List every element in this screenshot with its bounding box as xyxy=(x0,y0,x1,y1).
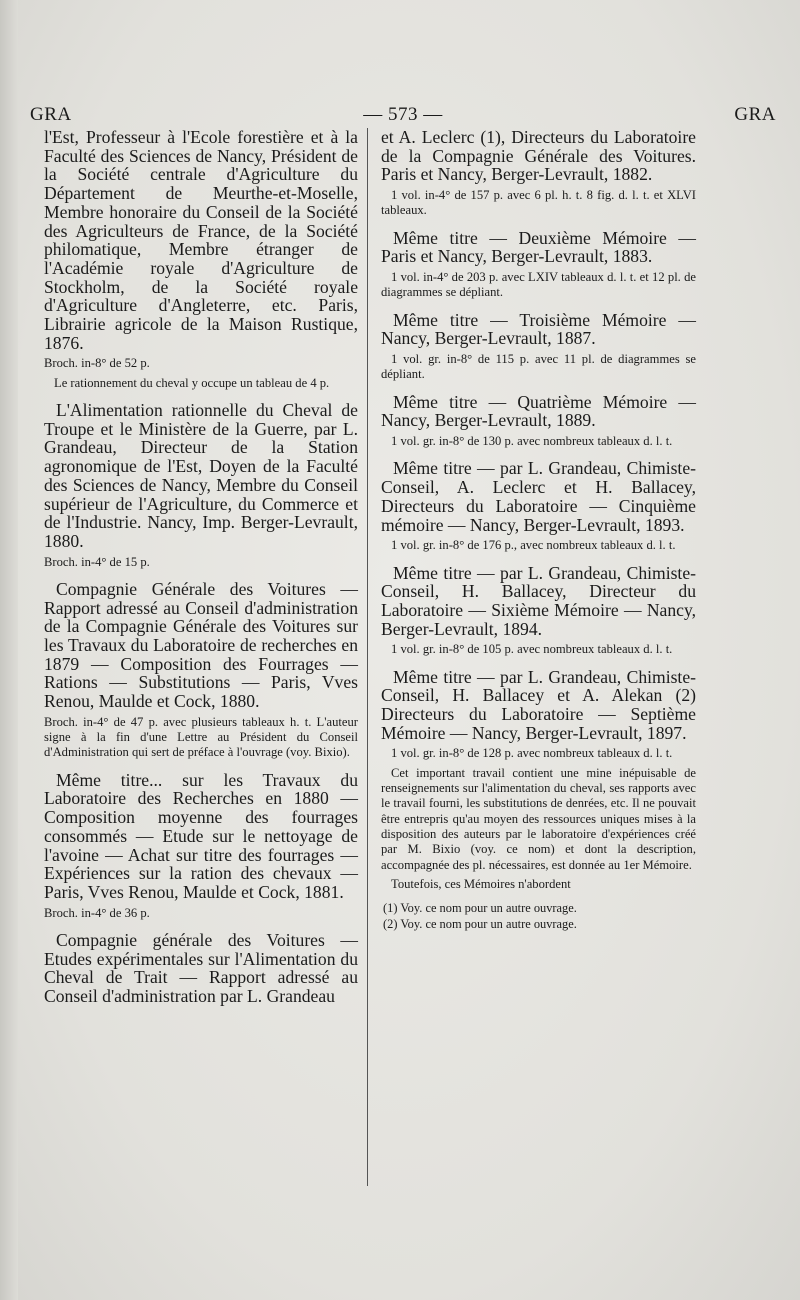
entry-note: 1 vol. gr. in-8° de 115 p. avec 11 pl. de diagrammes se dépliant. xyxy=(381,352,696,382)
entry-paragraph: Même titre... sur les Travaux du Laboratoire des Recherches en 1880 — Composition moyenne des fourrages consommés — Etude sur le nettoyage de l'avoine — Achat sur titre des fourrages — Expériences sur la ration des chevaux — Paris, Vves Renou, Maulde et Cock, 1881. xyxy=(44,769,358,902)
entry-paragraph: l'Est, Professeur à l'Ecole forestière et à la Faculté des Sciences de Nancy, Président de la Société centrale d'Agriculture du Département de Meurthe-et-Moselle, Membre honoraire du Conseil de la Société des Agriculteurs de France, de la Société philomatique, Membre étranger de l'Académie royale d'Agriculture de Stockholm, de la Société royale d'Agriculture d'Angleterre, etc. Paris, Librairie agricole de la Maison Rustique, 1876. xyxy=(44,127,358,353)
page-binding-edge xyxy=(0,0,18,1300)
entry-note: 1 vol. in-4° de 157 p. avec 6 pl. h. t. 8 fig. d. l. t. et XLVI tableaux. xyxy=(381,188,696,218)
entry-note: Toutefois, ces Mémoires n'abordent xyxy=(391,876,571,891)
entry-paragraph: L'Alimentation rationnelle du Cheval de Troupe et le Ministère de la Guerre, par L. Grandeau, Directeur de la Station agronomique de l'Est, Doyen de la Faculté des Sciences de Nancy, Membre du Conseil supérieur de l'Agriculture, du Commerce et de l'Industrie. Nancy, Imp. Berger-Levrault, 1880. xyxy=(44,400,358,551)
left-column xyxy=(44,128,358,1006)
entry-paragraph: Même titre — Deuxième Mémoire — Paris et Nancy, Berger-Levrault, 1883. xyxy=(381,227,696,267)
footnote: (2) Voy. ce nom pour un autre ouvrage. xyxy=(383,917,577,932)
entry-paragraph: Même titre — Quatrième Mémoire — Nancy, Berger-Levrault, 1889. xyxy=(381,391,696,431)
footnote: (1) Voy. ce nom pour un autre ouvrage. xyxy=(383,901,577,916)
entry-paragraph: Même titre — par L. Grandeau, Chimiste-Conseil, H. Ballacey et A. Alekan (2) Directeurs du Laboratoire — Septième Mémoire — Nancy, Berger-Levrault, 1897. xyxy=(381,666,696,743)
entry-paragraph: Compagnie Générale des Voitures — Rapport adressé au Conseil d'administration de la Compagnie Générale des Voitures sur les Travaux du Laboratoire de recherches en 1879 — Composition des Fourrages — Rations — Substitutions — Paris, Vves Renou, Maulde et Cock, 1880. xyxy=(44,578,358,712)
entry-paragraph: Même titre — par L. Grandeau, Chimiste-Conseil, A. Leclerc et H. Ballacey, Directeurs du Laboratoire — Cinquième mémoire — Nancy, Berger-Levrault, 1893. xyxy=(381,458,696,535)
entry-note: Broch. in-4° de 15 p. xyxy=(44,554,150,569)
entry-note: 1 vol. gr. in-8° de 176 p., avec nombreux tableaux d. l. t. xyxy=(391,538,676,553)
page-number: — 573 — xyxy=(363,104,443,125)
entry-note: Cet important travail contient une mine inépuisable de renseignements sur l'alimentation du cheval, ses rapports avec le travail fourni, les substitutions de denrées, etc. Il ne pouvait être entrepris qu'au moyen des ressources uniques mises à la disposition des auteurs par le laboratoire d'expériences créé par M. Bixio (voy. ce nom) et dont la description, accompagnée des pl. nécessaires, est donnée au 1er Mémoire. xyxy=(381,765,696,872)
entry-note: 1 vol. gr. in-8° de 105 p. avec nombreux tableaux d. l. t. xyxy=(391,642,673,657)
entry-note: 1 vol. in-4° de 203 p. avec LXIV tableaux d. l. t. et 12 pl. de diagrammes se dépliant. xyxy=(381,270,696,300)
entry-paragraph: Même titre — Troisième Mémoire — Nancy, Berger-Levrault, 1887. xyxy=(381,309,696,349)
column-divider xyxy=(367,128,368,1186)
entry-note: Broch. in-8° de 52 p. xyxy=(44,356,150,371)
entry-note: Broch. in-4° de 36 p. xyxy=(44,905,150,920)
entry-note: Le rationnement du cheval y occupe un tableau de 4 p. xyxy=(54,375,330,390)
spacer xyxy=(381,892,696,900)
header-left: GRA xyxy=(30,104,72,125)
entry-paragraph: Compagnie générale des Voitures — Etudes expérimentales sur l'Alimentation du Cheval de Trait — Rapport adressé au Conseil d'administration par L. Grandeau xyxy=(44,929,358,1007)
entry-note: Broch. in-4° de 47 p. avec plusieurs tableaux h. t. L'auteur signe à la fin d'une Lettre au Président du Conseil d'Administration qui sert de préface à l'ouvrage (voy. Bixio). xyxy=(44,714,358,760)
entry-note: 1 vol. gr. in-8° de 128 p. avec nombreux tableaux d. l. t. xyxy=(391,746,673,761)
header-right: GRA xyxy=(734,104,776,125)
entry-note: 1 vol. gr. in-8° de 130 p. avec nombreux tableaux d. l. t. xyxy=(391,434,673,449)
entry-paragraph: et A. Leclerc (1), Directeurs du Laboratoire de la Compagnie Générale des Voitures. Paris et Nancy, Berger-Levrault, 1882. xyxy=(381,127,696,185)
right-column xyxy=(381,128,696,932)
running-header xyxy=(30,100,776,130)
entry-paragraph: Même titre — par L. Grandeau, Chimiste-Conseil, H. Ballacey, Directeur du Laboratoire — Sixième Mémoire — Nancy, Berger-Levrault, 1894. xyxy=(381,562,696,639)
